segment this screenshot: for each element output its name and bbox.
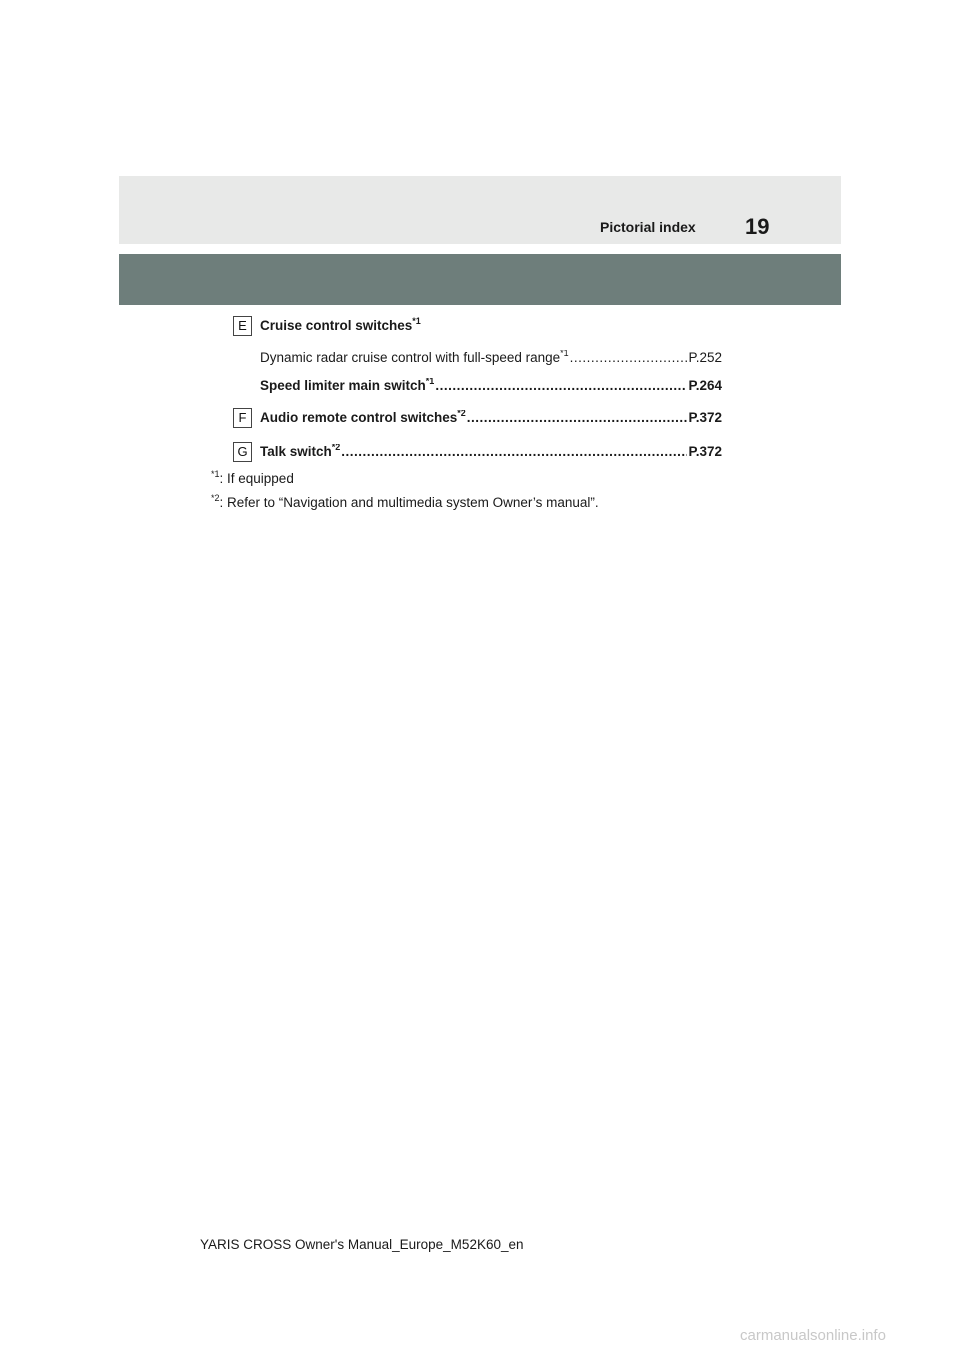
toc-entry-text: Dynamic radar cruise control with full-speed range xyxy=(260,350,561,365)
footnote-text: : If equipped xyxy=(219,471,294,486)
toc-entry-text: Talk switch xyxy=(260,444,332,459)
footnote-1 xyxy=(211,471,294,486)
footnote-2 xyxy=(211,495,599,510)
label-f-box: F xyxy=(233,408,252,428)
section-title: Pictorial index xyxy=(600,219,696,235)
header-band xyxy=(119,176,841,244)
toc-entry-talk-switch[interactable] xyxy=(260,444,722,459)
toc-entry-label xyxy=(260,444,340,459)
document-footer: YARIS CROSS Owner's Manual_Europe_M52K60_en xyxy=(200,1237,524,1252)
footnote-ref: *1 xyxy=(425,378,435,386)
toc-entry-label xyxy=(260,350,569,365)
page-number: 19 xyxy=(745,214,770,239)
label-g-box: G xyxy=(233,442,252,462)
dot-leader xyxy=(467,410,688,425)
toc-entry-text: Speed limiter main switch xyxy=(260,378,426,393)
dot-leader xyxy=(435,378,687,393)
cruise-control-heading xyxy=(260,318,421,333)
footnote-ref: *2 xyxy=(457,410,466,418)
footnote-ref: *1 xyxy=(412,316,421,326)
dot-leader xyxy=(341,444,687,459)
toc-entry-text: Audio remote control switches xyxy=(260,410,458,425)
toc-entry-audio-remote[interactable] xyxy=(260,410,722,425)
toc-entry-label xyxy=(260,410,466,425)
toc-entry-dynamic-radar[interactable] xyxy=(260,350,722,365)
toc-entry-label xyxy=(260,378,434,393)
page-reference-link[interactable]: P.252 xyxy=(688,350,722,365)
page-reference-link[interactable]: P.372 xyxy=(688,410,722,425)
toc-entry-speed-limiter[interactable] xyxy=(260,378,722,393)
cruise-control-heading-text: Cruise control switches xyxy=(260,318,413,333)
page-reference-link[interactable]: P.264 xyxy=(688,378,722,393)
dot-leader xyxy=(570,350,688,365)
footnote-ref: *2 xyxy=(331,444,341,452)
footnote-marker: *2 xyxy=(211,493,220,503)
section-bar xyxy=(119,254,841,305)
watermark: carmanualsonline.info xyxy=(740,1327,886,1344)
footnote-text: : Refer to “Navigation and multimedia system Owner’s manual”. xyxy=(219,495,599,510)
footnote-marker: *1 xyxy=(211,469,220,479)
page-reference-link[interactable]: P.372 xyxy=(688,444,722,459)
label-e-box: E xyxy=(233,316,252,336)
footnote-ref: *1 xyxy=(560,350,569,358)
